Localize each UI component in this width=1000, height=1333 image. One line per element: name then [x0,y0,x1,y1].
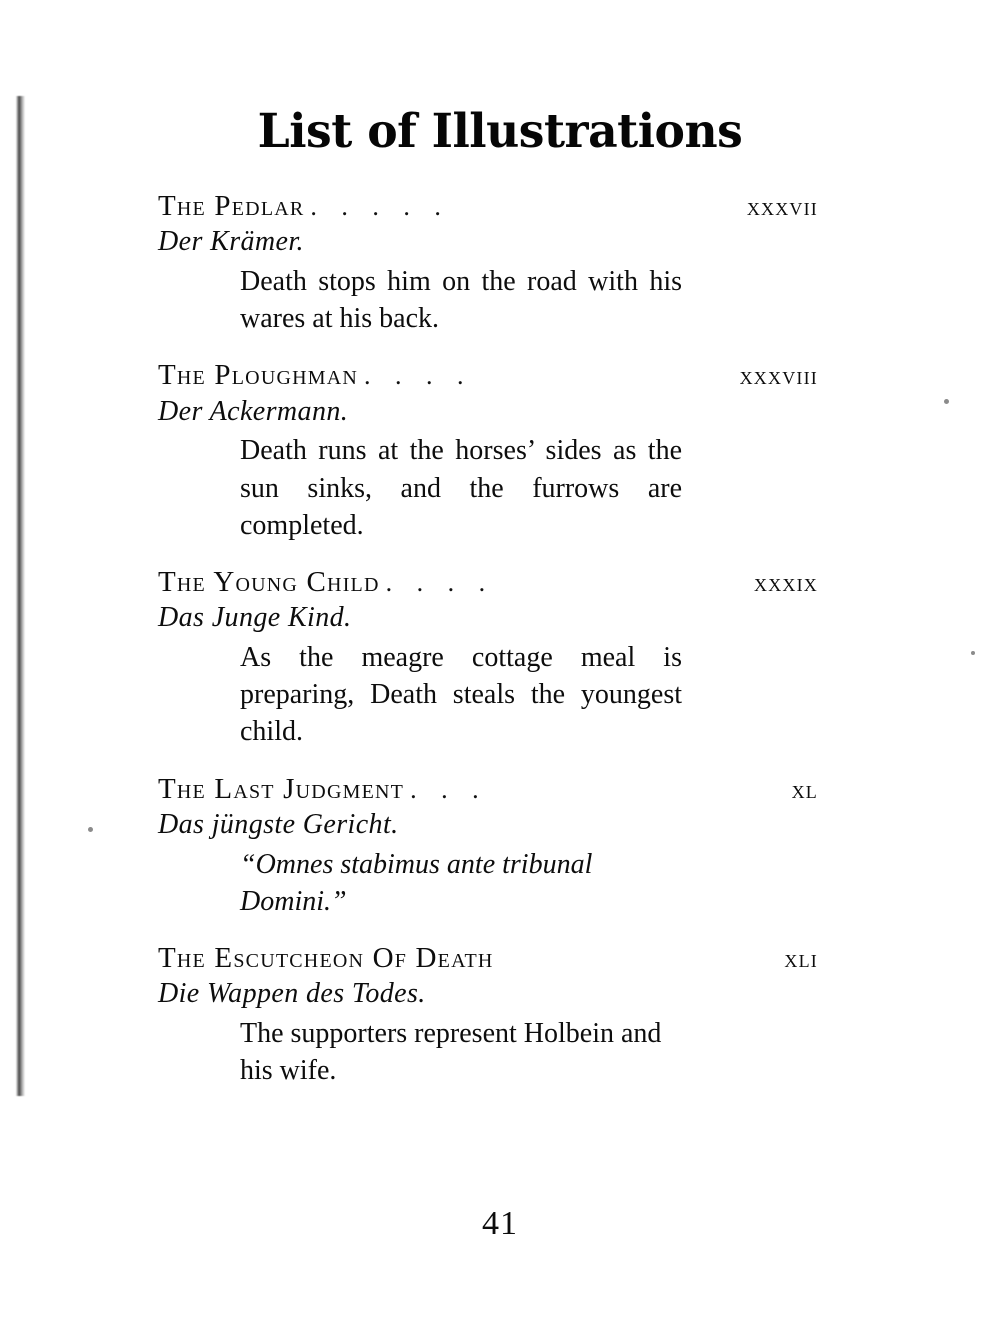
list-item [158,359,818,544]
entry-folio: xxxvii [746,192,818,221]
leader-dots: . . . [410,774,488,804]
entry-german-title: Der Ackermann. [158,395,349,427]
list-item [158,566,818,751]
illustrations-list [158,190,818,1090]
entry-header [158,942,818,975]
entry-description: As the meagre cottage meal is preparing, Death steals the youngest child. [240,641,682,748]
entry-title: The Escutcheon Of Death [158,942,494,975]
entry-title: The Last Judgment [158,772,405,805]
entry-german-title: Das jüngste Gericht. [158,809,399,841]
entry-header [158,566,818,599]
scan-edge-artifact [16,96,25,1096]
scan-speck [88,827,93,832]
page-number: 41 [482,1205,518,1242]
leader-dots: . . . . . [310,192,450,221]
page-title-text: List of Illustrations [257,104,743,159]
entry-header [158,773,818,806]
entry-description: “Omnes stabimus ante tribunal Domini.” [240,848,593,917]
entry-german-title: Die Wappen des Todes. [158,978,426,1010]
list-item [158,942,818,1089]
entry-header [158,190,818,223]
entry-german-title: Der Krämer. [158,226,304,258]
entry-description: The supporters represent Holbein and his wife. [240,1018,662,1087]
entry-title: The Ploughman [158,359,359,392]
entry-folio: xxxix [754,568,818,598]
page-title [15,104,985,159]
entry-description: Death runs at the horses’ sides as the sun sinks, and the furrows are completed. [240,435,682,541]
entry-folio: xxxviii [739,361,818,391]
entry-title: The Young Child [158,566,380,599]
entry-header [158,359,818,392]
scan-speck [971,651,975,655]
scan-speck [944,399,949,404]
entry-title: The Pedlar [158,190,305,222]
entry-folio: xli [784,944,818,974]
list-item [158,773,818,920]
entry-description: Death stops him on the road with his wares at his back. [240,265,682,335]
leader-dots: . . . . [364,361,473,391]
leader-dots: . . . . [385,568,495,598]
entry-folio: xl [791,774,818,804]
list-item [158,190,818,337]
entry-german-title: Das Junge Kind. [158,602,352,634]
